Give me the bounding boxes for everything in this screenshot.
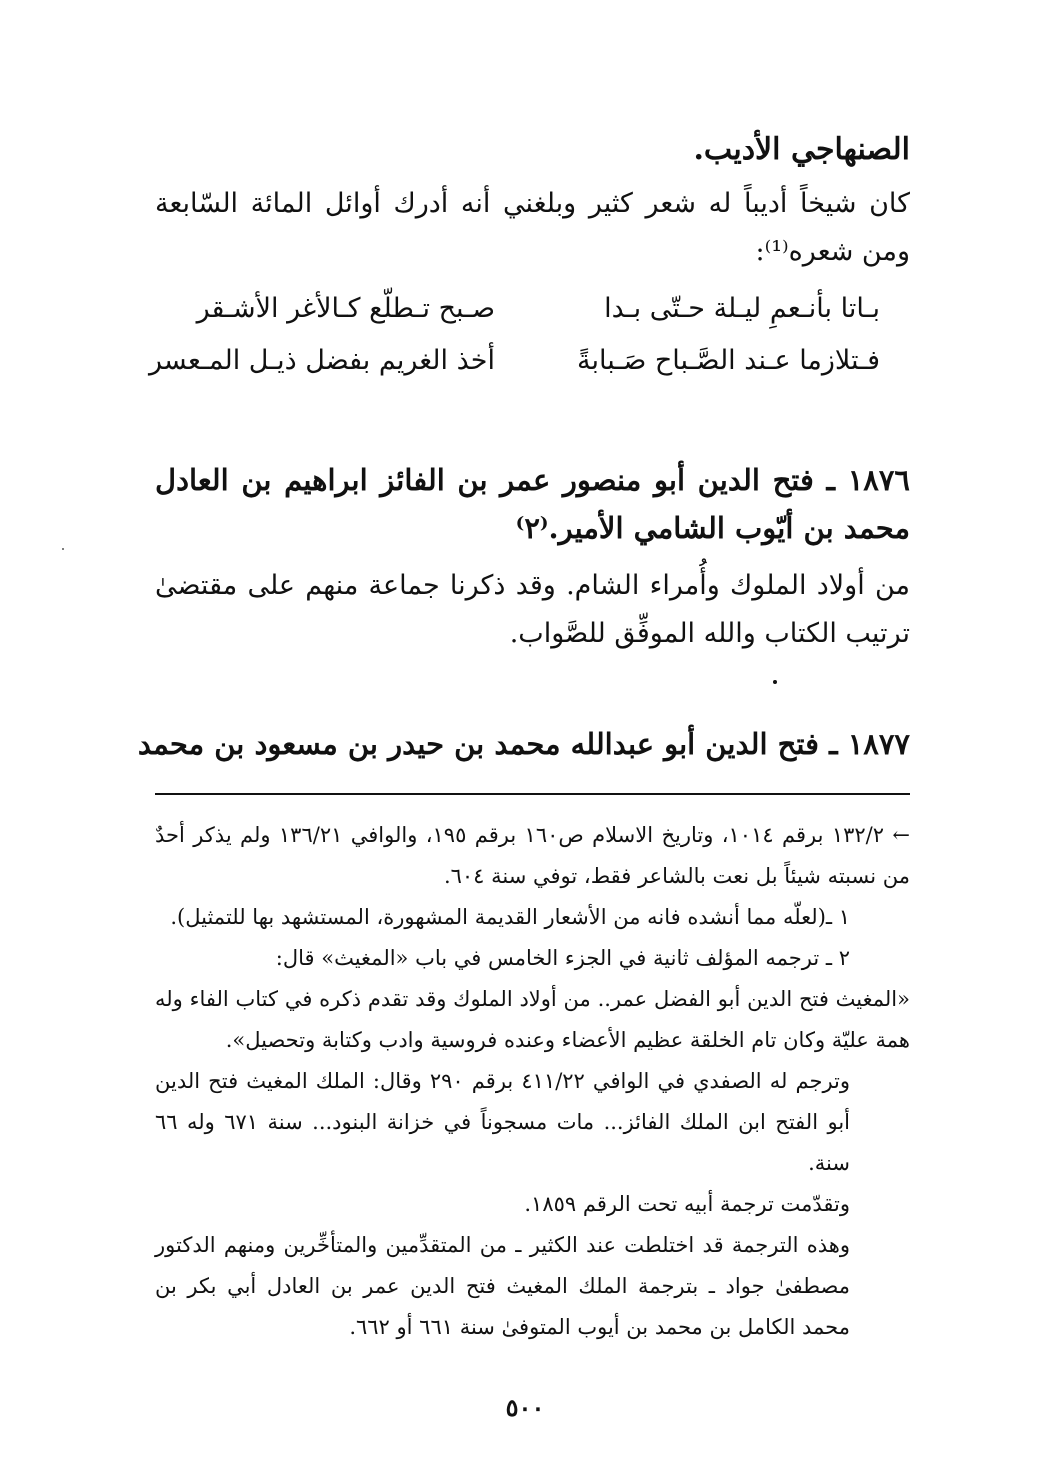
- verse-1-second-hemistich: صـبح تـطلّع كـالأغر الأشـقر: [196, 293, 495, 324]
- separator-dot: [773, 680, 777, 684]
- footnote-2-quote: «المغيث فتح الدين أبو الفضل عمر.. من أولاد الملوك وقد تقدم ذكره في كتاب الفاء وله همة عليّة وكان تام الخلقة عظيم الأعضاء وعنده فروسية وادب وكتابة وتحصيل».: [155, 987, 910, 1052]
- page-number: ٥٠٠: [505, 1393, 545, 1422]
- footnote-2-confusion: وهذه الترجمة قد اختلطت عند الكثير ـ من المتقدِّمين والمتأخِّرين ومنهم الدكتور مصطفىٰ جواد ـ بترجمة الملك المغيث فتح الدين عمر بن العادل أبي بكر بن محمد الكامل بن محمد بن أيوب المتوفىٰ سنة ٦٦١ أو ٦٦٢.: [155, 1233, 850, 1339]
- footnote-divider: [155, 793, 910, 795]
- footnote-2-wafi: وترجم له الصفدي في الوافي ٤١١/٢٢ برقم ٢٩٠ وقال: الملك المغيث فتح الدين أبو الفتح ابن الملك الفائز... مات مسجوناً في خزانة البنود... سنة ٦٧١ وله ٦٦ سنة.: [155, 1069, 851, 1175]
- footnote-1: ١ ـ(لعلّه مما أنشده فانه من الأشعار القديمة المشهورة، المستشهد بها للتمثيل).: [170, 905, 850, 929]
- footnote-continuation: ← ١٣٢/٢ برقم ١٠١٤، وتاريخ الاسلام ص١٦٠ برقم ١٩٥، والوافي ١٣٦/٢١ ولم يذكر أحدٌ من نسبته شيئاً بل نعت بالشاعر فقط، توفي سنة ٦٠٤.: [155, 823, 911, 888]
- footnote-2-father: وتقدّمت ترجمة أبيه تحت الرقم ١٨٥٩.: [524, 1192, 850, 1216]
- verse-2-second-hemistich: أخذ الغريم بفضل ذيـل المـعسر: [148, 345, 495, 376]
- verse-2-first-hemistich: فـتلازما عـند الصَّـباح صَـبابةً: [577, 345, 880, 376]
- stray-mark: [62, 548, 64, 550]
- verse-1-first-hemistich: بـاتا بأنـعمِ ليـلة حـتّى بـدا: [604, 293, 880, 324]
- entry-1876-text: من أولاد الملوك وأُمراء الشام. وقد ذكرنا جماعة منهم على مقتضىٰ ترتيب الكتاب والله الموفِّق للصَّواب.: [155, 570, 910, 649]
- footnote-2: ٢ ـ ترجمه المؤلف ثانية في الجزء الخامس في باب «المغيث» قال:: [275, 946, 850, 970]
- entry-heading-continuation: الصنهاجي الأديب.: [693, 132, 910, 167]
- footnotes: [155, 815, 910, 1348]
- entry-1876-title: ١٨٧٦ ـ فتح الدين أبو منصور عمر بن الفائز ابراهيم بن العادل محمد بن أيّوب الشامي الأمير.⁽٢⁾: [155, 463, 910, 545]
- entry-intro-text: كان شيخاً أديباً له شعر كثير وبلغني أنه أدرك أوائل المائة السّابعة ومن شعره⁽¹⁾:: [155, 188, 910, 267]
- entry-1877-title: ١٨٧٧ ـ فتح الدين أبو عبدالله محمد بن حيدر بن مسعود بن محمد: [137, 727, 910, 761]
